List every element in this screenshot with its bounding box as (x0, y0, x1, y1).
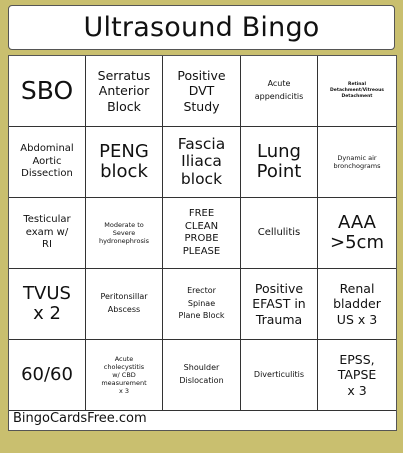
bingo-card (8, 55, 397, 431)
bingo-cell-label: EPSS, TAPSE x 3 (337, 351, 377, 398)
bingo-cell[interactable] (9, 56, 86, 127)
bingo-cell[interactable] (86, 340, 163, 411)
bingo-cell-label: SBO (20, 76, 74, 106)
footer-text: BingoCardsFree.com (13, 411, 147, 426)
bingo-cell[interactable] (241, 56, 318, 127)
bingo-cell-label: Moderate to Severe hydronephrosis (98, 220, 150, 246)
bingo-cell[interactable] (318, 269, 396, 340)
bingo-cell[interactable] (9, 127, 86, 198)
bingo-cell[interactable] (163, 340, 241, 411)
bingo-cell-label: Erector Spinae Plane Block (178, 285, 225, 321)
bingo-cell[interactable] (163, 56, 241, 127)
bingo-cell-label: Dynamic air bronchograms (333, 153, 381, 170)
bingo-cell[interactable] (86, 127, 163, 198)
bingo-cell[interactable] (318, 127, 396, 198)
bingo-cell-label: Diverticulitis (253, 369, 305, 379)
bingo-cell-label: AAA >5cm (330, 212, 384, 253)
bingo-cell[interactable] (9, 340, 86, 411)
page-title: Ultrasound Bingo (83, 12, 320, 43)
bingo-cell[interactable] (241, 340, 318, 411)
bingo-cell[interactable] (9, 198, 86, 269)
bingo-cell[interactable] (86, 269, 163, 340)
bingo-cell-label: Cellulitis (257, 226, 301, 238)
bingo-cell-label: Retinal Detachment/Vitreous Detachment (330, 81, 384, 100)
bingo-cell-label: Acute appendicitis (254, 79, 304, 101)
bingo-cell[interactable] (163, 269, 241, 340)
bingo-cell-label: Lung Point (256, 141, 302, 182)
bingo-cell[interactable] (163, 198, 241, 269)
bingo-cell[interactable] (241, 198, 318, 269)
bingo-cell-label: Shoulder Dislocation (179, 363, 224, 385)
bingo-cell[interactable] (241, 269, 318, 340)
bingo-grid (9, 56, 396, 411)
bingo-cell[interactable] (86, 198, 163, 269)
bingo-cell-label: Acute cholecystitis w/ CBD measurement x 3 (101, 354, 147, 396)
bingo-cell-label: Serratus Anterior Block (97, 67, 151, 114)
bingo-cell-label: Peritonsillar Abscess (100, 292, 148, 314)
bingo-cell[interactable] (318, 198, 396, 269)
bingo-cell-label: Abdominal Aortic Dissection (20, 143, 74, 180)
bingo-cell-label: Fascia Iliaca block (177, 134, 226, 188)
bingo-cell-label: FREE CLEAN PROBE PLEASE (182, 208, 221, 257)
title-box (8, 5, 395, 50)
bingo-cell-label: Positive EFAST in Trauma (252, 280, 306, 327)
bingo-cell[interactable] (163, 127, 241, 198)
bingo-cell[interactable] (318, 340, 396, 411)
bingo-cell-label: Positive DVT Study (177, 67, 226, 114)
bingo-cell-label: Renal bladder US x 3 (333, 280, 381, 327)
bingo-cell[interactable] (241, 127, 318, 198)
bingo-cell-label: TVUS x 2 (23, 283, 71, 324)
bingo-cell-label: 60/60 (21, 364, 73, 386)
bingo-cell[interactable] (9, 269, 86, 340)
bingo-cell-label: PENG block (99, 141, 149, 182)
bingo-cell-label: Testicular exam w/ RI (23, 214, 71, 251)
bingo-cell[interactable] (86, 56, 163, 127)
bingo-cell[interactable] (318, 56, 396, 127)
